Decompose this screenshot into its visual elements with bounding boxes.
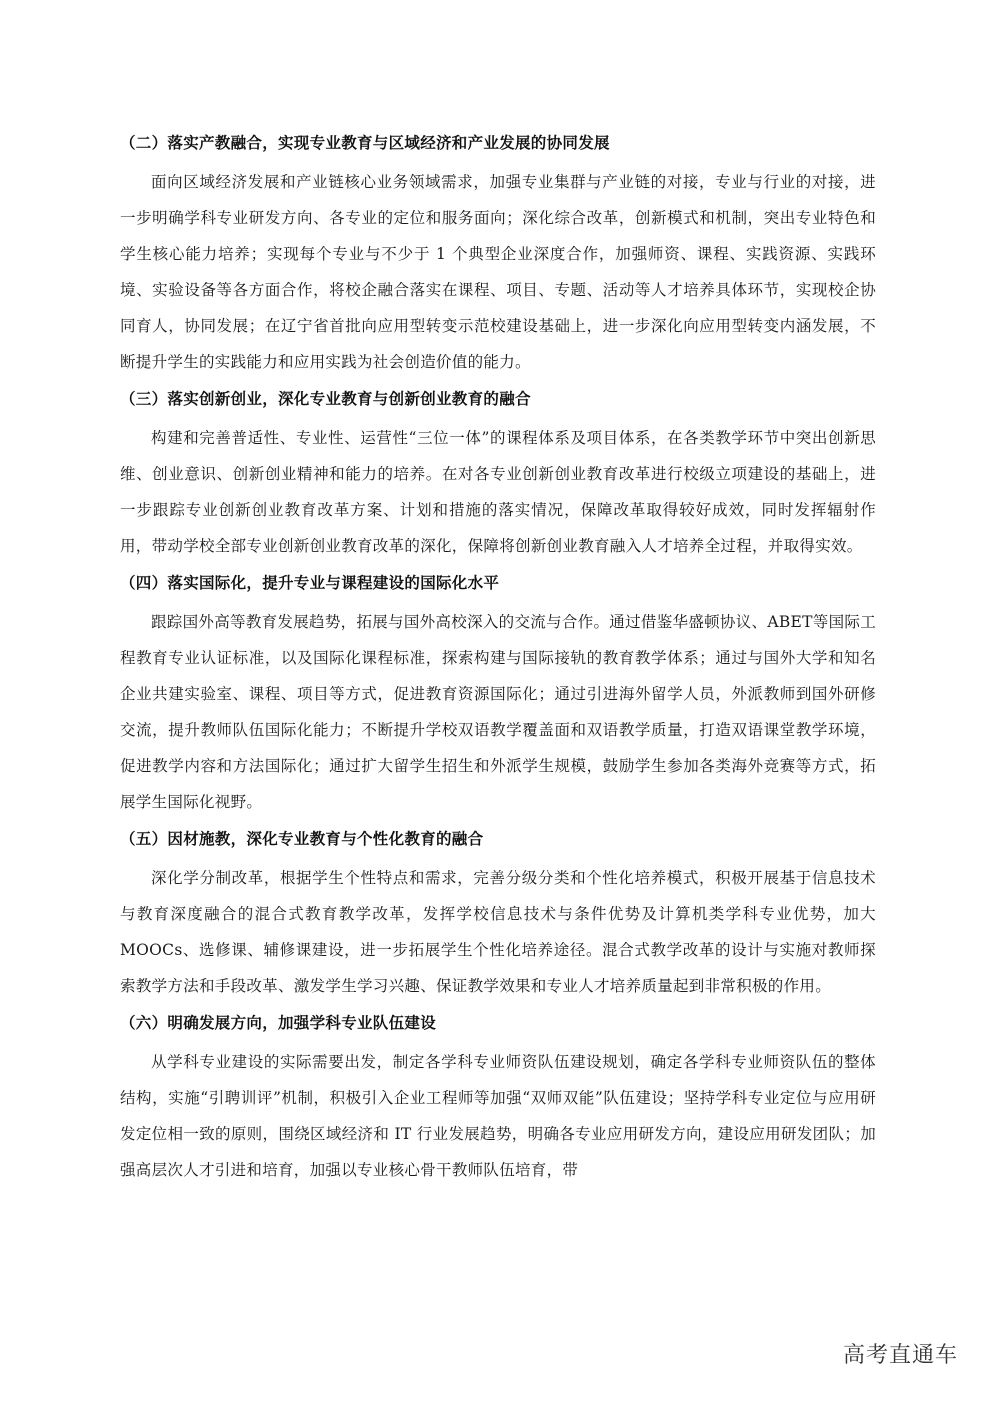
section-heading: （五）因材施教，深化专业教育与个性化教育的融合 [120,830,484,848]
section-heading: （三）落实创新创业，深化专业教育与创新创业教育的融合 [120,390,531,408]
section-heading: （六）明确发展方向，加强学科专业队伍建设 [120,1014,437,1032]
section-5 [120,828,876,1004]
section-4 [120,572,876,820]
section-paragraph: 面向区域经济发展和产业链核心业务领域需求，加强专业集群与产业链的对接，专业与行业的对接，进一步明确学科专业研发方向、各专业的定位和服务面向；深化综合改革，创新模式和机制，突出专业特色和学生核心能力培养；实现每个专业与不少于 1 个典型企业深度合作，加强师资、课程、实践资源、实践环境、实验设备等各方面合作，将校企融合落实在课程、项目、专题、活动等人才培养具体环节，实现校企协同育人，协同发展；在辽宁省首批向应用型转变示范校建设基础上，进一步深化向应用型转变内涵发展，不断提升学生的实践能力和应用实践为社会创造价值的能力。 [120,173,876,371]
document-page [120,124,876,1194]
section-heading: （四）落实国际化，提升专业与课程建设的国际化水平 [120,574,500,592]
section-3 [120,388,876,564]
section-2 [120,132,876,380]
section-paragraph: 深化学分制改革，根据学生个性特点和需求，完善分级分类和个性化培养模式，积极开展基于信息技术与教育深度融合的混合式教育教学改革，发挥学校信息技术与条件优势及计算机类学科专业优势，加大 MOOCs、选修课、辅修课建设，进一步拓展学生个性化培养途径。混合式教学改革的设计与实施对教师探索教学方法和手段改革、激发学生学习兴趣、保证教学效果和专业人才培养质量起到非常积极的作用。 [120,869,876,995]
section-paragraph: 跟踪国外高等教育发展趋势，拓展与国外高校深入的交流与合作。通过借鉴华盛顿协议、ABET等国际工程教育专业认证标准，以及国际化课程标准，探索构建与国际接轨的教育教学体系；通过与国外大学和知名企业共建实验室、课程、项目等方式，促进教育资源国际化；通过引进海外留学人员，外派教师到国外研修交流，提升教师队伍国际化能力；不断提升学校双语教学覆盖面和双语教学质量，打造双语课堂教学环境，促进教学内容和方法国际化；通过扩大留学生招生和外派学生规模，鼓励学生参加各类海外竞赛等方式，拓展学生国际化视野。 [120,613,876,811]
section-paragraph: 构建和完善普适性、专业性、运营性“三位一体”的课程体系及项目体系，在各类教学环节中突出创新思维、创业意识、创新创业精神和能力的培养。在对各专业创新创业教育改革进行校级立项建设的基础上，进一步跟踪专业创新创业教育改革方案、计划和措施的落实情况，保障改革取得较好成效，同时发挥辐射作用，带动学校全部专业创新创业教育改革的深化，保障将创新创业教育融入人才培养全过程，并取得实效。 [120,429,876,555]
section-heading: （二）落实产教融合，实现专业教育与区域经济和产业发展的协同发展 [120,134,610,152]
section-paragraph: 从学科专业建设的实际需要出发，制定各学科专业师资队伍建设规划，确定各学科专业师资队伍的整体结构，实施“引聘训评”机制，积极引入企业工程师等加强“双师双能”队伍建设；坚持学科专业定位与应用研发定位相一致的原则，围绕区域经济和 IT 行业发展趋势，明确各专业应用研发方向，建设应用研发团队；加强高层次人才引进和培育，加强以专业核心骨干教师队伍培育，带 [120,1053,876,1179]
watermark: 高考直通车 [842,1343,958,1368]
section-6 [120,1012,876,1188]
